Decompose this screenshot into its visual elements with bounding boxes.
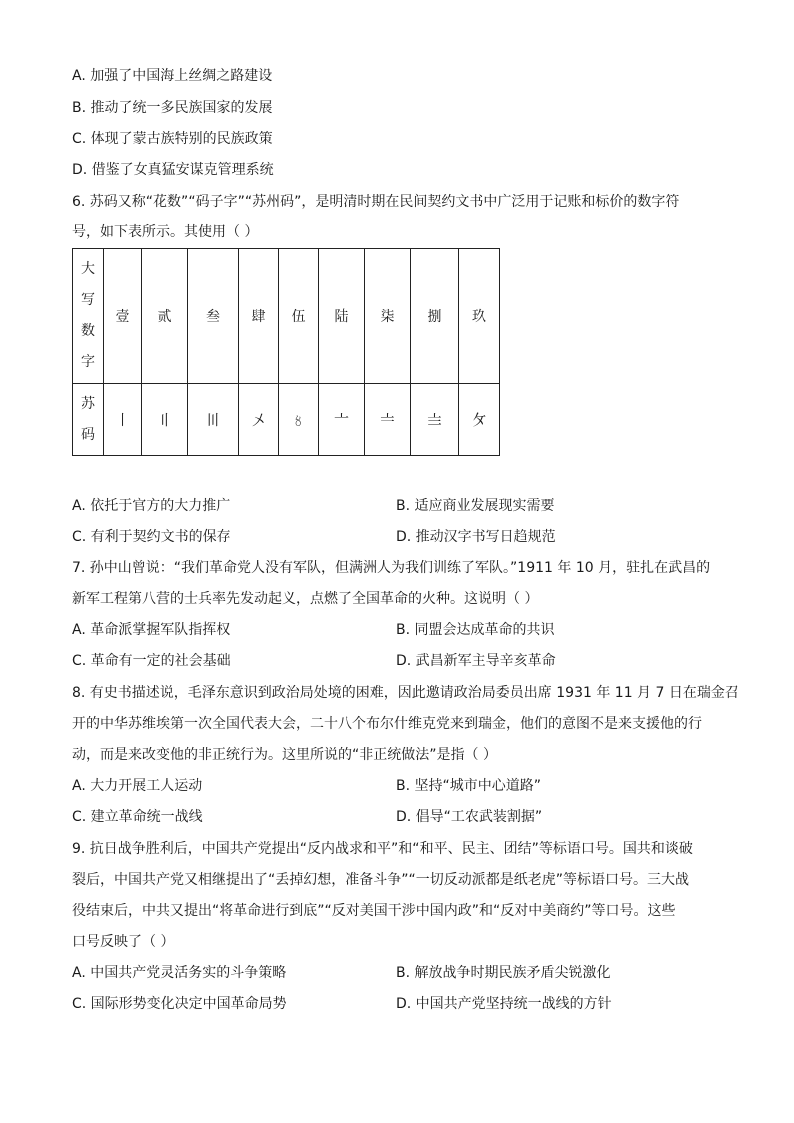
suzhou-1: 〡 bbox=[104, 384, 142, 456]
q7-stem-line2: 新军工程第八营的士兵率先发动起义，点燃了全国革命的火种。这说明（ ） bbox=[72, 591, 539, 607]
q9-stem-line1: 9. 抗日战争胜利后，中国共产党提出“反内战求和平”和“和平、民主、团结”等标语口号。国共和谈破 bbox=[72, 841, 693, 857]
q6-option-b: B. 适应商业发展现实需要 bbox=[396, 498, 555, 514]
q5-option-d: D. 借鉴了女真猛安谋克管理系统 bbox=[72, 162, 274, 178]
q5-option-c: C. 体现了蒙古族特别的民族政策 bbox=[72, 131, 273, 147]
upper-4: 肆 bbox=[239, 249, 279, 384]
q8-option-c: C. 建立革命统一战线 bbox=[72, 809, 203, 825]
q7-option-d: D. 武昌新军主导辛亥革命 bbox=[396, 653, 556, 669]
row-header-suzhou: 苏码 bbox=[73, 384, 104, 456]
q6-option-a: A. 依托于官方的大力推广 bbox=[72, 498, 231, 514]
q8-option-b: B. 坚持“城市中心道路” bbox=[396, 778, 542, 794]
suzhou-8: 〨 bbox=[411, 384, 459, 456]
suzhou-3: 〣 bbox=[188, 384, 239, 456]
q9-option-b: B. 解放战争时期民族矛盾尖锐激化 bbox=[396, 965, 611, 981]
suzhou-2: 〢 bbox=[142, 384, 188, 456]
q5-option-a: A. 加强了中国海上丝绸之路建设 bbox=[72, 68, 273, 84]
upper-3: 叁 bbox=[188, 249, 239, 384]
upper-7: 柒 bbox=[365, 249, 411, 384]
q8-option-d: D. 倡导“工农武装割据” bbox=[396, 809, 543, 825]
upper-2: 贰 bbox=[142, 249, 188, 384]
q9-stem-line3: 役结束后，中共又提出“将革命进行到底”“反对美国干涉中国内政”和“反对中美商约”等口号。这些 bbox=[72, 903, 676, 919]
q6-stem-line2: 号，如下表所示。其使用（ ） bbox=[72, 224, 259, 240]
q8-option-a: A. 大力开展工人运动 bbox=[72, 778, 203, 794]
suzhou-5: 〥 bbox=[279, 384, 319, 456]
q9-option-a: A. 中国共产党灵活务实的斗争策略 bbox=[72, 965, 287, 981]
q9-option-c: C. 国际形势变化决定中国革命局势 bbox=[72, 996, 287, 1012]
q7-option-c: C. 革命有一定的社会基础 bbox=[72, 653, 231, 669]
table-row-suzhou bbox=[73, 384, 500, 456]
q7-option-b: B. 同盟会达成革命的共识 bbox=[396, 622, 555, 638]
row-header-upper: 大写数字 bbox=[73, 249, 104, 384]
upper-9: 玖 bbox=[459, 249, 500, 384]
table-row-upper bbox=[73, 249, 500, 384]
q9-stem-line2: 裂后，中国共产党又相继提出了“丢掉幻想，准备斗争”“一切反动派都是纸老虎”等标语口号。三大战 bbox=[72, 872, 690, 888]
suzhou-7: 〧 bbox=[365, 384, 411, 456]
upper-8: 捌 bbox=[411, 249, 459, 384]
upper-5: 伍 bbox=[279, 249, 319, 384]
q6-option-c: C. 有利于契约文书的保存 bbox=[72, 529, 231, 545]
suzhou-6: 〦 bbox=[319, 384, 365, 456]
q8-stem-line3: 动，而是来改变他的非正统行为。这里所说的“非正统做法”是指（ ） bbox=[72, 747, 497, 763]
q5-option-b: B. 推动了统一多民族国家的发展 bbox=[72, 100, 273, 116]
q8-stem-line2: 开的中华苏维埃第一次全国代表大会，二十八个布尔什维克党来到瑞金，他们的意图不是来支援他的行 bbox=[72, 716, 702, 732]
q8-stem-line1: 8. 有史书描述说，毛泽东意识到政治局处境的困难，因此邀请政治局委员出席 1931 年 11 月 7 日在瑞金召 bbox=[72, 685, 739, 701]
q6-stem-line1: 6. 苏码又称“花数”“码子字”“苏州码”，是明清时期在民间契约文书中广泛用于记账和标价的数字符 bbox=[72, 194, 680, 210]
suzhou-numeral-table bbox=[72, 248, 500, 456]
suzhou-4: 〤 bbox=[239, 384, 279, 456]
suzhou-9: 〩 bbox=[459, 384, 500, 456]
upper-6: 陆 bbox=[319, 249, 365, 384]
q7-option-a: A. 革命派掌握军队指挥权 bbox=[72, 622, 231, 638]
q9-option-d: D. 中国共产党坚持统一战线的方针 bbox=[396, 996, 612, 1012]
q9-stem-line4: 口号反映了（ ） bbox=[72, 934, 175, 950]
q6-option-d: D. 推动汉字书写日趋规范 bbox=[396, 529, 556, 545]
q7-stem-line1: 7. 孙中山曾说：“我们革命党人没有军队，但满洲人为我们训练了军队。”1911 年 10 月，驻扎在武昌的 bbox=[72, 560, 711, 576]
upper-1: 壹 bbox=[104, 249, 142, 384]
